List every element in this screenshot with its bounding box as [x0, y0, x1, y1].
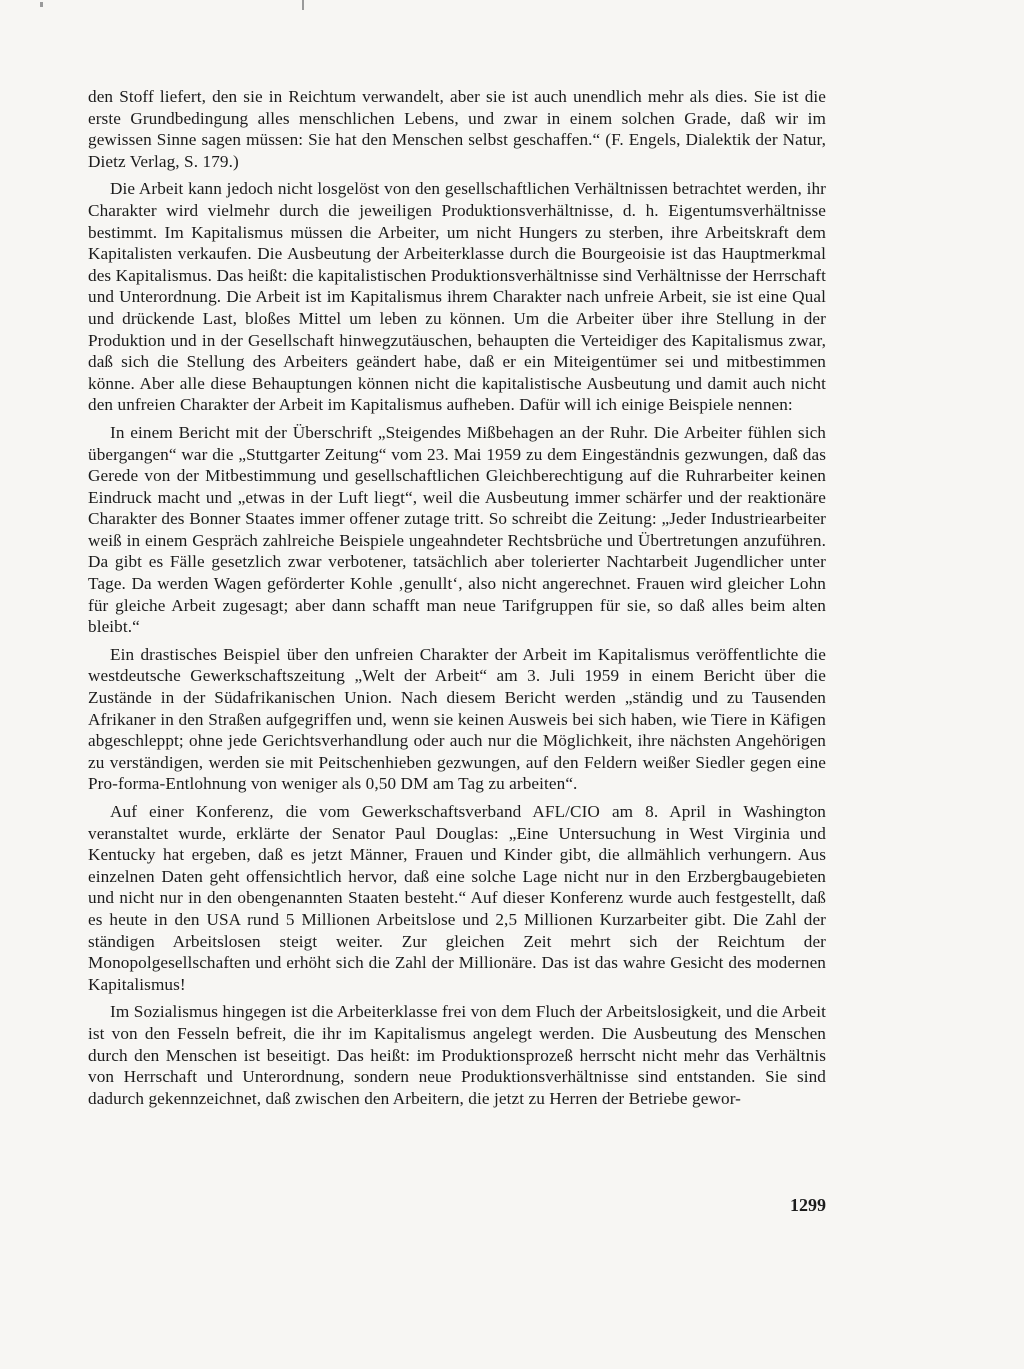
- scan-speck: [40, 2, 43, 7]
- paragraph: den Stoff liefert, den sie in Reichtum verwandelt, aber sie ist auch unendlich mehr als dies. Sie ist die erste Grundbedingung alles menschlichen Lebens, und zwar in einem solchen Grade, daß wir im gewissen Sinne sagen müssen: Sie hat den Menschen selbst geschaffen.“ (F. Engels, Dialektik der Natur, Dietz Verlag, S. 179.): [88, 87, 826, 171]
- paragraph: Im Sozialismus hingegen ist die Arbeiterklasse frei von dem Fluch der Arbeitslosigkeit, und die Arbeit ist von den Fesseln befreit, die ihr im Kapitalismus angelegt werden. Die Ausbeutung des Menschen durch den Menschen ist beseitigt. Das heißt: im Produktionsprozeß herrscht nicht mehr das Verhältnis von Herrschaft und Unterordnung, sondern neue Produktionsverhältnisse sind entstanden. Sie sind dadurch gekennzeichnet, daß zwischen den Arbeitern, die jetzt zu Herren der Betriebe gewor-: [88, 1002, 826, 1108]
- page-number: 1299: [790, 1195, 826, 1215]
- scan-edge-marks: [0, 0, 1024, 14]
- scan-speck: [302, 0, 304, 10]
- body-text: [88, 86, 826, 1115]
- paragraph: Auf einer Konferenz, die vom Gewerkschaftsverband AFL/CIO am 8. April in Washington veranstaltet wurde, erklärte der Senator Paul Douglas: „Eine Untersuchung in West Virginia und Kentucky hat ergeben, daß es jetzt Männer, Frauen und Kinder gibt, die allmählich verhungern. Aus einzelnen Daten geht offensichtlich hervor, daß eine solche Lage nicht nur in den Erzbergbaugebieten und nicht nur in den obengenannten Staaten besteht.“ Auf dieser Konferenz wurde auch festgestellt, daß es heute in den USA rund 5 Millionen Arbeitslose und 2,5 Millionen Kurzarbeiter gibt. Die Zahl der ständigen Arbeitslosen steigt weiter. Zur gleichen Zeit mehrt sich der Reichtum der Monopolgesellschaften und erhöht sich die Zahl der Millionäre. Das ist das wahre Gesicht des modernen Kapitalismus!: [88, 802, 826, 994]
- paragraph: In einem Bericht mit der Überschrift „Steigendes Mißbehagen an der Ruhr. Die Arbeiter fühlen sich übergangen“ war die „Stuttgarter Zeitung“ vom 23. Mai 1959 zu dem Eingeständnis gezwungen, daß das Gerede von der Mitbestimmung und gesellschaftlichen Gleichberechtigung auf die Ruhrarbeiter keinen Eindruck macht und „etwas in der Luft liegt“, weil die Ausbeutung immer schärfer und der reaktionäre Charakter des Bonner Staates immer offener zutage tritt. So schreibt die Zeitung: „Jeder Industriearbeiter weiß in einem Gespräch zahlreiche Beispiele ungeahndeter Rechtsbrüche und Übertretungen anzuführen. Da gibt es Fälle gesetzlich zwar verbotener, tatsächlich aber tolerierter Nachtarbeit Jugendlicher unter Tage. Da werden Wagen geförderter Kohle ‚genullt‘, also nicht angerechnet. Frauen wird gleicher Lohn für gleiche Arbeit zugesagt; aber dann schafft man neue Tarifgruppen für sie, so daß alles beim alten bleibt.“: [88, 422, 826, 637]
- paragraph: Ein drastisches Beispiel über den unfreien Charakter der Arbeit im Kapitalismus veröffentlichte die westdeutsche Gewerkschaftszeitung „Welt der Arbeit“ am 3. Juli 1959 in einem Bericht über die Zustände in der Südafrikanischen Union. Nach diesem Bericht werden „ständig und zu Tausenden Afrikaner in den Straßen aufgegriffen und, wenn sie keinen Ausweis bei sich haben, wie Tiere in Käfigen abgeschleppt; ohne jede Gerichtsverhandlung oder auch nur die Möglichkeit, ihre nächsten Angehörigen zu verständigen, werden sie mit Peitschenhieben gezwungen, auf den Feldern weißer Siedler gegen eine Pro-forma-Entlohnung von weniger als 0,50 DM am Tag zu arbeiten“.: [88, 644, 826, 794]
- paragraph: Die Arbeit kann jedoch nicht losgelöst von den gesellschaftlichen Verhältnissen betrachtet werden, ihr Charakter wird vielmehr durch die jeweiligen Produktionsverhältnisse, d. h. Eigentumsverhältnisse bestimmt. Im Kapitalismus müssen die Arbeiter, um nicht Hungers zu sterben, ihre Arbeitskraft dem Kapitalisten verkaufen. Die Ausbeutung der Arbeiterklasse durch die Bourgeoisie ist das Hauptmerkmal des Kapitalismus. Das heißt: die kapitalistischen Produktionsverhältnisse sind Verhältnisse der Herrschaft und Unterordnung. Die Arbeit ist im Kapitalismus ihrem Charakter nach unfreie Arbeit, sie ist eine Qual und drückende Last, bloßes Mittel um leben zu können. Um die Arbeiter über ihre Stellung in der Produktion und in der Gesellschaft hinwegzutäuschen, behaupten die Verteidiger des Kapitalismus zwar, daß sich die Stellung des Arbeiters geändert habe, daß er ein Miteigentümer sei und mitbestimmen könne. Aber alle diese Behauptungen können nicht die kapitalistische Ausbeutung und damit auch nicht den unfreien Charakter der Arbeit im Kapitalismus aufheben. Dafür will ich einige Beispiele nennen:: [88, 179, 826, 415]
